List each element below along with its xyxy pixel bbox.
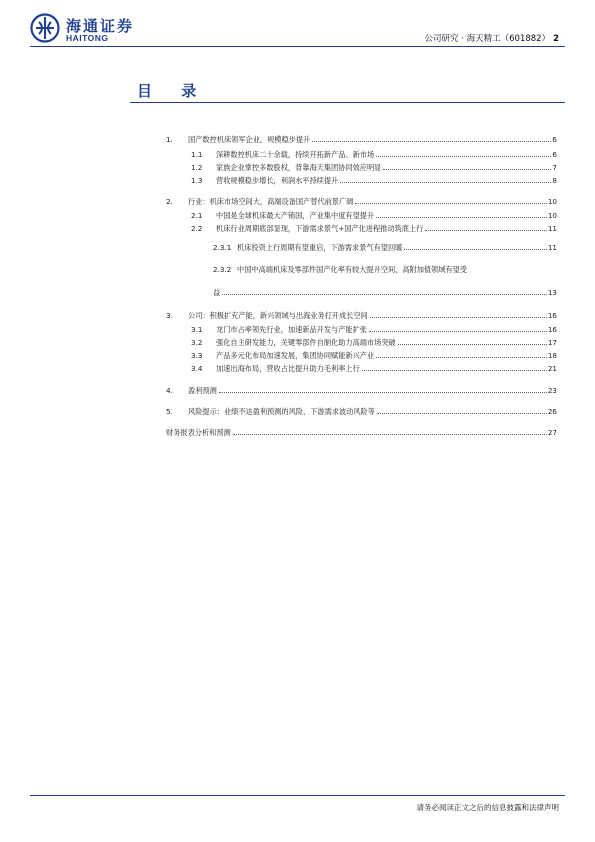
toc-entry-number: 2.3.2 <box>213 265 232 274</box>
toc-entry-page: 6 <box>552 150 557 159</box>
toc-entry-number: 2.2 <box>191 224 203 233</box>
toc-entry-text: 产品多元化布局加速发展，集团协同赋能新兴产业 <box>216 351 375 360</box>
toc-entry-text: 机床投资上行周期有望重启，下游需求景气有望回暖 <box>237 243 403 252</box>
footer-divider <box>30 795 565 796</box>
toc-entry[interactable] <box>213 265 557 275</box>
toc-entry[interactable] <box>213 243 557 253</box>
toc-entry[interactable] <box>191 211 557 221</box>
toc-leader-dots <box>369 331 547 332</box>
toc-entry[interactable] <box>191 364 557 374</box>
toc-leader-dots <box>340 182 551 183</box>
toc-leader-dots <box>219 392 547 393</box>
toc-entry[interactable] <box>166 135 557 145</box>
toc-entry-page: 27 <box>547 428 557 437</box>
toc-entry[interactable] <box>191 150 557 160</box>
toc-entry-number: 1.2 <box>191 163 203 172</box>
toc-entry-page: 13 <box>547 288 557 297</box>
toc-entry-text: 加速出海布局，营收占比提升助力毛利率上行 <box>216 364 360 373</box>
toc-entry-text: 风险提示：业绩不达盈利预测的风险、下游需求波动风险等 <box>188 407 375 416</box>
toc-leader-dots <box>312 141 551 142</box>
header-divider <box>30 46 565 47</box>
toc-leader-dots <box>355 203 547 204</box>
toc-entry-continuation[interactable] <box>213 288 557 298</box>
toc-entry-page: 7 <box>552 163 557 172</box>
toc-entry-text: 公司：积极扩充产能，新兴领域与出海业务打开成长空间 <box>188 311 368 320</box>
toc-entry-text: 强化自主研发能力，关键零部件自制化助力高端市场突破 <box>216 338 396 347</box>
toc-entry[interactable] <box>191 176 557 186</box>
toc-entry[interactable] <box>191 351 557 361</box>
toc-leader-dots <box>377 413 547 414</box>
logo-english-name: HAITONG <box>66 33 109 43</box>
toc-entry[interactable] <box>191 224 557 234</box>
report-label: 公司研究 · 海天精工（601882） <box>424 34 551 44</box>
toc-entry-number: 3.4 <box>191 364 203 373</box>
toc-entry-page: 10 <box>547 197 557 206</box>
toc-entry[interactable] <box>166 311 557 321</box>
toc-leader-dots <box>233 434 547 435</box>
toc-entry-text: 深耕数控机床二十余载，持续开拓新产品、新市场 <box>216 150 375 159</box>
toc-entry[interactable] <box>166 386 557 396</box>
toc-leader-dots <box>362 370 547 371</box>
footer-disclaimer: 请务必阅读正文之后的信息披露和法律声明 <box>416 803 559 812</box>
toc-leader-dots <box>376 156 551 157</box>
toc-entry-page: 17 <box>547 338 557 347</box>
toc-entry[interactable] <box>191 163 557 173</box>
toc-entry-text: 行业：机床市场空间大，高端设备国产替代前景广阔 <box>188 197 354 206</box>
toc-entry-number: 2.1 <box>191 211 203 220</box>
toc-entry-number: 1.3 <box>191 176 203 185</box>
toc-entry-page: 18 <box>547 351 557 360</box>
toc-entry-number: 1.1 <box>191 150 203 159</box>
toc-entry-text: 家族企业掌控多数股权，背靠海天集团协同效应明显 <box>216 163 382 172</box>
toc-entry-page: 23 <box>547 386 557 395</box>
haitong-logo-icon <box>30 13 60 43</box>
toc-entry-page: 26 <box>547 407 557 416</box>
report-header-label <box>425 32 559 44</box>
toc-title: 目 录 <box>137 82 209 100</box>
toc-entry-text: 龙门市占率领先行业，加速新品开发与产能扩张 <box>216 325 367 334</box>
toc-entry-page: 8 <box>552 176 557 185</box>
toc-entry[interactable] <box>191 325 557 335</box>
toc-leader-dots <box>376 357 547 358</box>
toc-entry-text: 国产数控机床领军企业，规模稳步提升 <box>188 135 311 144</box>
toc-entry-text: 营收规模稳步增长，利润水平持续提升 <box>216 176 339 185</box>
toc-entry-page: 11 <box>547 224 557 233</box>
toc-entry-text-continued: 益 <box>213 288 221 297</box>
toc-entry-text: 财务报表分析和预测 <box>166 428 231 437</box>
toc-entry-page: 16 <box>547 325 557 334</box>
toc-entry-page: 21 <box>547 364 557 373</box>
toc-entry-number: 2. <box>166 197 173 206</box>
toc-entry-text: 盈利预测 <box>188 386 217 395</box>
toc-entry-page: 10 <box>547 211 557 220</box>
toc-entry[interactable] <box>166 407 557 417</box>
toc-entry-number: 5. <box>166 407 173 416</box>
toc-entry-text: 中国中高端机床及零部件国产化率有较大提升空间，高附加值领域有望受 <box>237 265 468 274</box>
toc-leader-dots <box>425 230 547 231</box>
page-number: 2 <box>553 34 559 44</box>
toc-title-divider <box>130 102 565 103</box>
toc-entry[interactable] <box>166 197 557 207</box>
toc-entry-number: 1. <box>166 135 173 144</box>
toc-leader-dots <box>404 249 547 250</box>
toc-entry[interactable] <box>191 338 557 348</box>
toc-leader-dots <box>383 169 551 170</box>
haitong-logo <box>30 13 140 45</box>
toc-leader-dots <box>370 317 547 318</box>
toc-entry-number: 2.3.1 <box>213 243 232 252</box>
toc-entry-page: 16 <box>547 311 557 320</box>
toc-entry-number: 3.3 <box>191 351 203 360</box>
toc-entry[interactable] <box>166 428 557 438</box>
toc-leader-dots <box>376 217 547 218</box>
toc-entry-text: 机床行业周期底部显现，下游需求景气+国产化进程推动筑底上行 <box>216 224 424 233</box>
toc-leader-dots <box>398 344 547 345</box>
toc-entry-number: 4. <box>166 386 173 395</box>
toc-entry-number: 3. <box>166 311 173 320</box>
toc-entry-page: 11 <box>547 243 557 252</box>
toc-entry-number: 3.2 <box>191 338 203 347</box>
toc-leader-dots <box>222 294 547 295</box>
toc-entry-number: 3.1 <box>191 325 203 334</box>
logo-chinese-name: 海通证券 <box>66 17 135 35</box>
toc-entry-page: 6 <box>552 135 557 144</box>
toc-entry-text: 中国是全球机床最大产销国，产业集中度有望提升 <box>216 211 375 220</box>
